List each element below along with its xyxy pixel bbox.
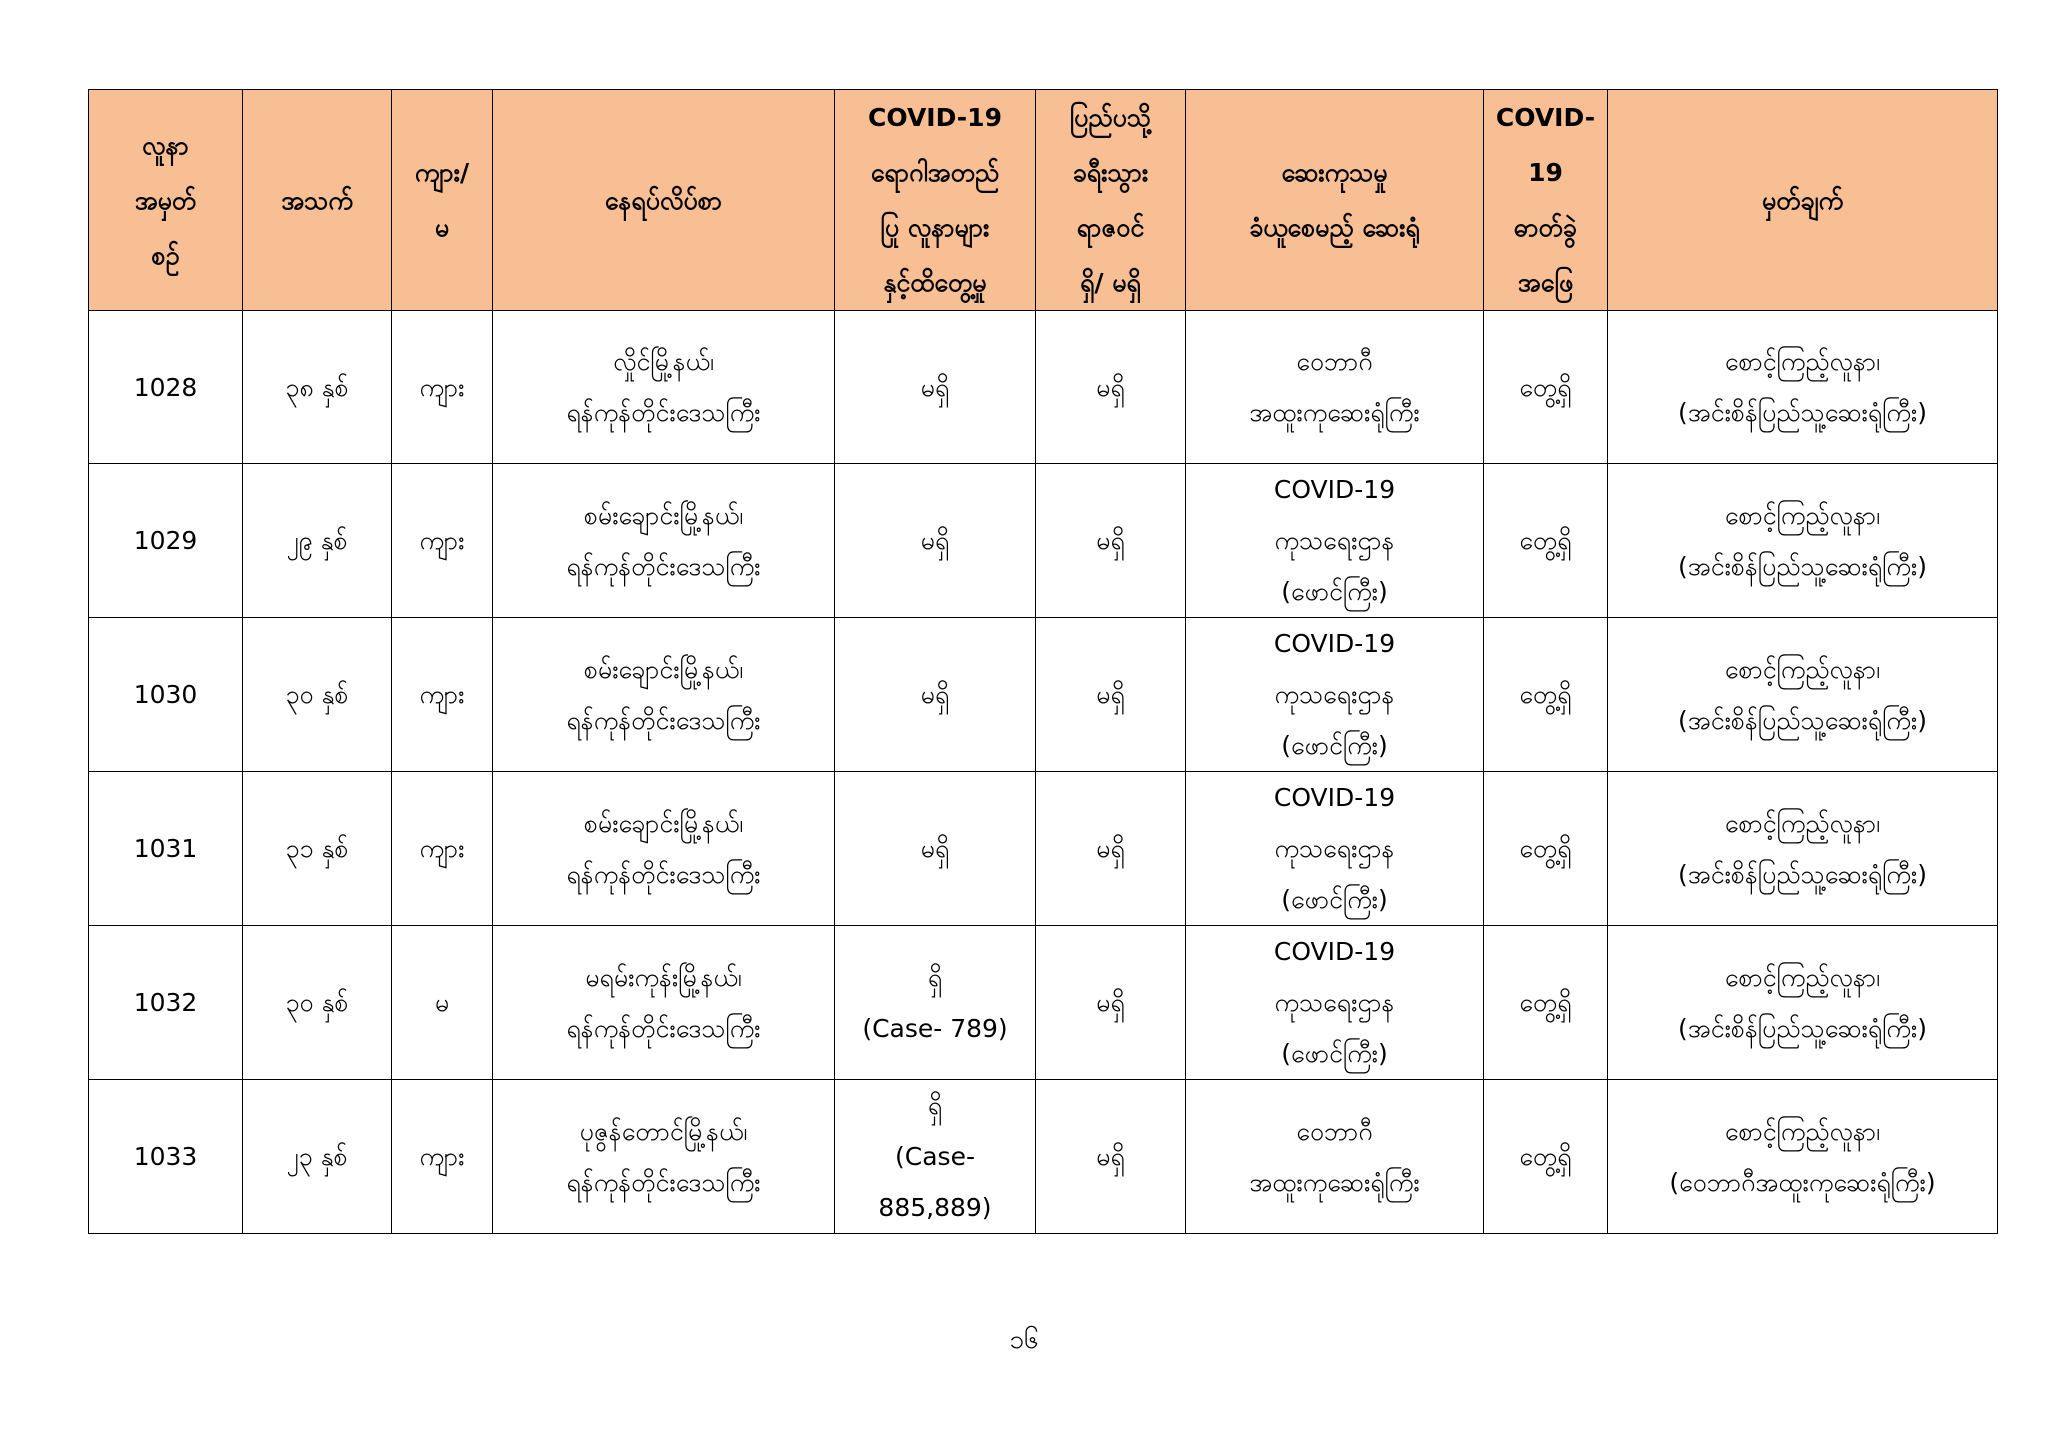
cell-case-number: 1028 xyxy=(89,311,243,464)
cell-contact: ရှိ (Case- 885,889) xyxy=(835,1080,1036,1234)
table-row xyxy=(89,1080,1998,1234)
cell-case-number: 1030 xyxy=(89,618,243,772)
header-travel-history: ပြည်ပသို့ ခရီးသွား ရာဇဝင် ရှိ/ မရှိ xyxy=(1036,90,1186,311)
cell-address: လှိုင်မြို့နယ်၊ ရန်ကုန်တိုင်းဒေသကြီး xyxy=(493,311,835,464)
header-sex: ကျား/ မ xyxy=(392,90,493,311)
cell-age: ၃၁ နှစ် xyxy=(243,772,392,926)
cell-lab-result: တွေ့ရှိ xyxy=(1484,311,1608,464)
cell-lab-result: တွေ့ရှိ xyxy=(1484,1080,1608,1234)
header-hospital: ဆေးကုသမှု ခံယူစေမည့် ဆေးရုံ xyxy=(1186,90,1484,311)
cell-address: စမ်းချောင်းမြို့နယ်၊ ရန်ကုန်တိုင်းဒေသကြီး xyxy=(493,464,835,618)
cell-contact: မရှိ xyxy=(835,618,1036,772)
cell-remarks: စောင့်ကြည့်လူနာ၊ (အင်းစိန်ပြည်သူ့ဆေးရုံကြီး) xyxy=(1608,311,1998,464)
cell-remarks: စောင့်ကြည့်လူနာ၊ (အင်းစိန်ပြည်သူ့ဆေးရုံကြီး) xyxy=(1608,926,1998,1080)
cell-age: ၃၀ နှစ် xyxy=(243,926,392,1080)
cell-lab-result: တွေ့ရှိ xyxy=(1484,618,1608,772)
cell-remarks: စောင့်ကြည့်လူနာ၊ (ဝေဘာဂီအထူးကုဆေးရုံကြီး) xyxy=(1608,1080,1998,1234)
cell-contact: မရှိ xyxy=(835,772,1036,926)
cell-case-number: 1029 xyxy=(89,464,243,618)
table-row xyxy=(89,311,1998,464)
cell-travel-history: မရှိ xyxy=(1036,464,1186,618)
cell-hospital: ဝေဘာဂီ အထူးကုဆေးရုံကြီး xyxy=(1186,1080,1484,1234)
cell-case-number: 1033 xyxy=(89,1080,243,1234)
cell-contact: မရှိ xyxy=(835,464,1036,618)
cell-lab-result: တွေ့ရှိ xyxy=(1484,464,1608,618)
header-age: အသက် xyxy=(243,90,392,311)
cell-age: ၃၀ နှစ် xyxy=(243,618,392,772)
header-remarks: မှတ်ချက် xyxy=(1608,90,1998,311)
cell-age: ၂၉ နှစ် xyxy=(243,464,392,618)
header-row xyxy=(89,90,1998,311)
case-table-container xyxy=(88,89,1998,1234)
table-header xyxy=(89,90,1998,311)
cell-age: ၃၈ နှစ် xyxy=(243,311,392,464)
cell-hospital: COVID-19 ကုသရေးဌာန (ဖောင်ကြီး) xyxy=(1186,618,1484,772)
cell-sex: ကျား xyxy=(392,618,493,772)
page-number: ၁၆ xyxy=(1009,1325,1039,1355)
cell-travel-history: မရှိ xyxy=(1036,618,1186,772)
cell-contact: မရှိ xyxy=(835,311,1036,464)
cell-hospital: COVID-19 ကုသရေးဌာန (ဖောင်ကြီး) xyxy=(1186,464,1484,618)
cell-travel-history: မရှိ xyxy=(1036,1080,1186,1234)
table-body xyxy=(89,311,1998,1234)
cell-lab-result: တွေ့ရှိ xyxy=(1484,772,1608,926)
cell-remarks: စောင့်ကြည့်လူနာ၊ (အင်းစိန်ပြည်သူ့ဆေးရုံကြီး) xyxy=(1608,772,1998,926)
cell-age: ၂၃ နှစ် xyxy=(243,1080,392,1234)
header-address: နေရပ်လိပ်စာ xyxy=(493,90,835,311)
cell-case-number: 1032 xyxy=(89,926,243,1080)
cell-hospital: ဝေဘာဂီ အထူးကုဆေးရုံကြီး xyxy=(1186,311,1484,464)
cell-hospital: COVID-19 ကုသရေးဌာန (ဖောင်ကြီး) xyxy=(1186,926,1484,1080)
cell-travel-history: မရှိ xyxy=(1036,926,1186,1080)
header-case-number: လူနာ အမှတ် စဉ် xyxy=(89,90,243,311)
cell-sex: ကျား xyxy=(392,1080,493,1234)
cell-sex: ကျား xyxy=(392,772,493,926)
cell-sex: ကျား xyxy=(392,311,493,464)
cell-sex: မ xyxy=(392,926,493,1080)
case-table xyxy=(88,89,1998,1234)
cell-address: မရမ်းကုန်းမြို့နယ်၊ ရန်ကုန်တိုင်းဒေသကြီး xyxy=(493,926,835,1080)
cell-contact: ရှိ (Case- 789) xyxy=(835,926,1036,1080)
cell-travel-history: မရှိ xyxy=(1036,311,1186,464)
cell-remarks: စောင့်ကြည့်လူနာ၊ (အင်းစိန်ပြည်သူ့ဆေးရုံကြီး) xyxy=(1608,618,1998,772)
table-row xyxy=(89,618,1998,772)
cell-sex: ကျား xyxy=(392,464,493,618)
table-row xyxy=(89,772,1998,926)
table-row xyxy=(89,926,1998,1080)
cell-address: စမ်းချောင်းမြို့နယ်၊ ရန်ကုန်တိုင်းဒေသကြီး xyxy=(493,772,835,926)
header-contact: COVID-19 ရောဂါအတည် ပြု လူနာများ နှင့်ထိတွေ့မှု xyxy=(835,90,1036,311)
header-lab-result: COVID- 19 ဓာတ်ခွဲ အဖြေ xyxy=(1484,90,1608,311)
cell-address: ပုဇွန်တောင်မြို့နယ်၊ ရန်ကုန်တိုင်းဒေသကြီး xyxy=(493,1080,835,1234)
cell-remarks: စောင့်ကြည့်လူနာ၊ (အင်းစိန်ပြည်သူ့ဆေးရုံကြီး) xyxy=(1608,464,1998,618)
cell-lab-result: တွေ့ရှိ xyxy=(1484,926,1608,1080)
cell-case-number: 1031 xyxy=(89,772,243,926)
cell-travel-history: မရှိ xyxy=(1036,772,1186,926)
cell-address: စမ်းချောင်းမြို့နယ်၊ ရန်ကုန်တိုင်းဒေသကြီး xyxy=(493,618,835,772)
cell-hospital: COVID-19 ကုသရေးဌာန (ဖောင်ကြီး) xyxy=(1186,772,1484,926)
table-row xyxy=(89,464,1998,618)
